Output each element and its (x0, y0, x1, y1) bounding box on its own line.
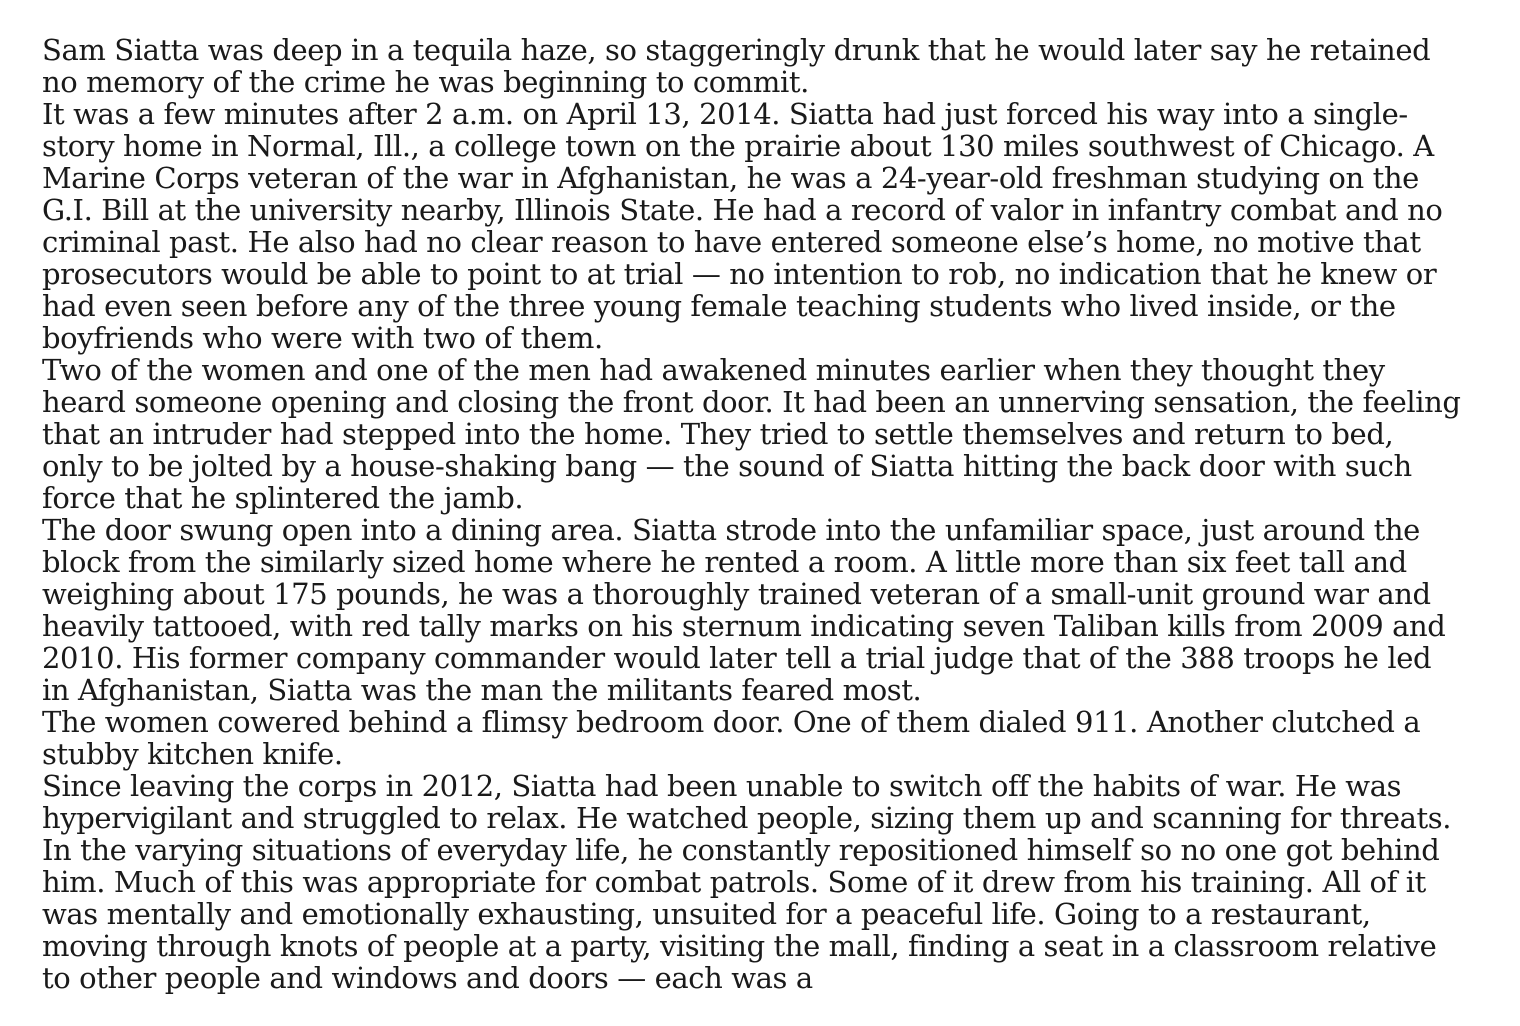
paragraph: The door swung open into a dining area. Siatta strode into the unfamiliar space, just around the block from the similarly sized home where he rented a room. A little more than six feet tall and weighing about 175 pounds, he was a thoroughly trained veteran of a small-unit ground war and heavily tattooed, with red tally marks on his sternum indicating seven Taliban kills from 2009 and 2010. His former company commander would later tell a trial judge that of the 388 troops he led in Afghanistan, Siatta was the man the militants feared most. (42, 513, 1446, 707)
article-body (42, 34, 1462, 994)
paragraph: Sam Siatta was deep in a tequila haze, so staggeringly drunk that he would later say he retained no memory of the crime he was beginning to commit. (42, 33, 1431, 99)
paragraph: Since leaving the corps in 2012, Siatta had been unable to switch off the habits of war. He was hypervigilant and struggled to relax. He watched people, sizing them up and scanning for threats. In the varying situations of everyday life, he constantly repositioned himself so no one got behind him. Much of this was appropriate for combat patrols. Some of it drew from his training. All of it was mentally and emotionally exhausting, unsuited for a peaceful life. Going to a restaurant, moving through knots of people at a party, visiting the mall, finding a seat in a classroom relative to other people and windows and doors — each was a (42, 769, 1452, 995)
paragraph: The women cowered behind a flimsy bedroom door. One of them dialed 911. Another clutched a stubby kitchen knife. (42, 705, 1421, 771)
paragraph: Two of the women and one of the men had awakened minutes earlier when they thought they heard someone opening and closing the front door. It had been an unnerving sensation, the feeling that an intruder had stepped into the home. They tried to settle themselves and return to bed, only to be jolted by a house-shaking bang — the sound of Siatta hitting the back door with such force that he splintered the jamb. (42, 353, 1461, 515)
paragraph: It was a few minutes after 2 a.m. on April 13, 2014. Siatta had just forced his way into a single-story home in Normal, Ill., a college town on the prairie about 130 miles southwest of Chicago. A Marine Corps veteran of the war in Afghanistan, he was a 24-year-old freshman studying on the G.I. Bill at the university nearby, Illinois State. He had a record of valor in infantry combat and no criminal past. He also had no clear reason to have entered someone else’s home, no motive that prosecutors would be able to point to at trial — no intention to rob, no indication that he knew or had even seen before any of the three young female teaching students who lived inside, or the boyfriends who were with two of them. (42, 97, 1443, 355)
